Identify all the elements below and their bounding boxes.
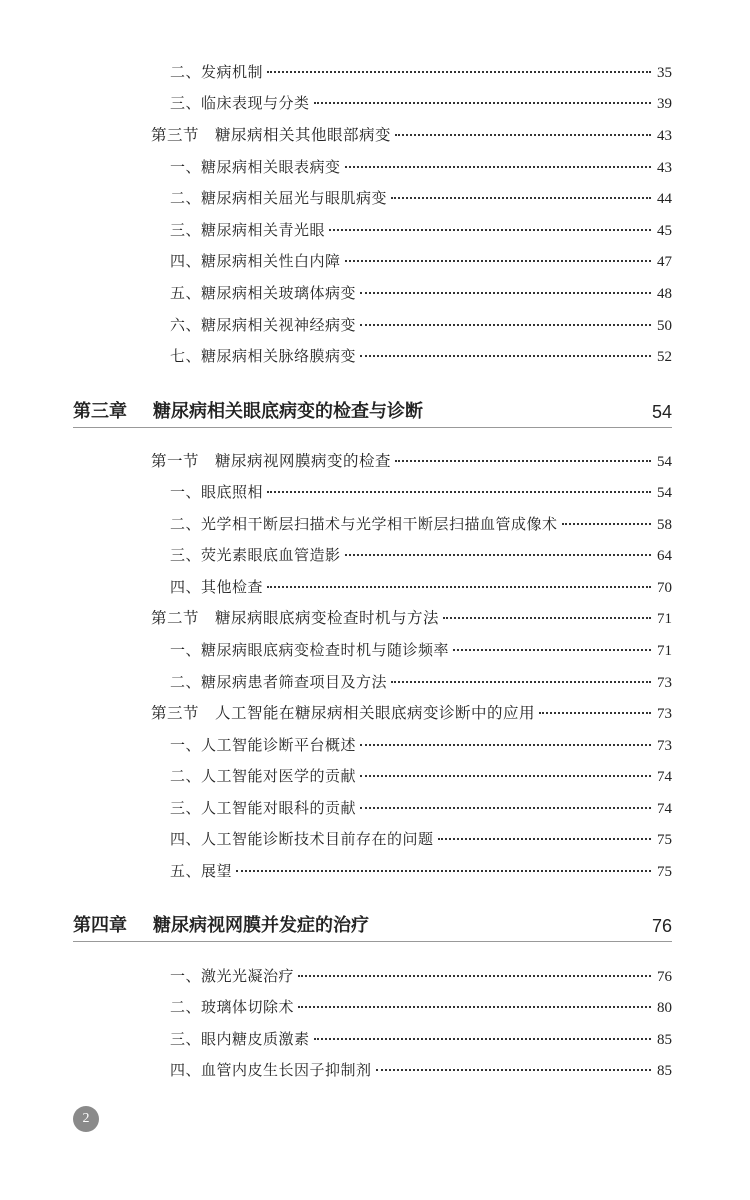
dot-leader: [298, 975, 651, 977]
dot-leader: [539, 712, 651, 714]
toc-entry-page: 71: [657, 611, 672, 627]
dot-leader: [267, 586, 651, 588]
chapter-number: 第四章: [73, 915, 127, 936]
toc-section[interactable]: [151, 123, 672, 147]
toc-entry-page: 44: [657, 191, 672, 207]
dot-leader: [391, 681, 651, 683]
toc-entry[interactable]: [170, 827, 672, 851]
toc-entry-page: 45: [657, 223, 672, 239]
toc-entry-page: 74: [657, 801, 672, 817]
toc-entry[interactable]: [170, 543, 672, 567]
toc-entry-title: 四、人工智能诊断技术目前存在的问题: [170, 830, 434, 848]
toc-entry-page: 43: [657, 128, 672, 144]
toc-entry-page: 74: [657, 769, 672, 785]
dot-leader: [360, 355, 651, 357]
toc-entry-page: 70: [657, 580, 672, 596]
chapter-number: 第三章: [73, 401, 127, 422]
toc-entry-title: 三、临床表现与分类: [170, 94, 310, 112]
dot-leader: [360, 807, 651, 809]
dot-leader: [236, 870, 651, 872]
toc-entry[interactable]: [170, 964, 672, 988]
toc-entry-title: 二、人工智能对医学的贡献: [170, 767, 357, 785]
toc-entry-title: 四、其他检查: [170, 578, 264, 596]
dot-leader: [360, 775, 651, 777]
toc-entry-page: 48: [657, 286, 672, 302]
toc-entry-page: 47: [657, 254, 672, 270]
toc-entry[interactable]: [170, 670, 672, 694]
toc-entry-title: 二、光学相干断层扫描术与光学相干断层扫描血管成像术: [170, 515, 558, 533]
toc-entry[interactable]: [170, 1027, 672, 1051]
toc-entry[interactable]: [170, 1058, 672, 1082]
toc-entry-page: 76: [657, 969, 672, 985]
chapter-page: 54: [651, 402, 672, 422]
toc-entry-title: 二、玻璃体切除术: [170, 998, 295, 1016]
toc-entry-page: 58: [657, 517, 672, 533]
toc-entry-title: 三、荧光素眼底血管造影: [170, 546, 341, 564]
toc-entry-page: 71: [657, 643, 672, 659]
chapter-title: 糖尿病相关眼底病变的检查与诊断: [153, 401, 423, 422]
dot-leader: [395, 460, 651, 462]
dot-leader: [395, 134, 651, 136]
toc-section-title: 第二节 糖尿病眼底病变检查时机与方法: [151, 609, 440, 627]
dot-leader: [267, 491, 651, 493]
toc-entry-title: 一、眼底照相: [170, 483, 264, 501]
chapter-heading[interactable]: [73, 394, 672, 428]
dot-leader: [562, 523, 651, 525]
dot-leader: [438, 838, 651, 840]
toc-entry[interactable]: [170, 995, 672, 1019]
toc-entry[interactable]: [170, 186, 672, 210]
toc-section-title: 第三节 糖尿病相关其他眼部病变: [151, 126, 392, 144]
toc-entry[interactable]: [170, 575, 672, 599]
toc-entry-title: 一、激光光凝治疗: [170, 967, 295, 985]
toc-entry-title: 二、发病机制: [170, 63, 264, 81]
toc-entry-title: 四、血管内皮生长因子抑制剂: [170, 1061, 372, 1079]
toc-section[interactable]: [151, 701, 672, 725]
toc-entry[interactable]: [170, 155, 672, 179]
chapter-page: 76: [651, 916, 672, 936]
dot-leader: [345, 166, 651, 168]
toc-entry-title: 二、糖尿病患者筛查项目及方法: [170, 673, 388, 691]
chapter-heading[interactable]: [73, 908, 672, 942]
toc-entry-page: 39: [657, 96, 672, 112]
toc-entry-title: 六、糖尿病相关视神经病变: [170, 316, 357, 334]
dot-leader: [376, 1069, 651, 1071]
toc-entry-title: 三、人工智能对眼科的贡献: [170, 799, 357, 817]
dot-leader: [314, 102, 651, 104]
toc-entry-title: 二、糖尿病相关屈光与眼肌病变: [170, 189, 388, 207]
toc-entry-page: 85: [657, 1032, 672, 1048]
toc-entry-page: 54: [657, 485, 672, 501]
toc-entry-page: 80: [657, 1000, 672, 1016]
toc-section[interactable]: [151, 606, 672, 630]
toc-entry[interactable]: [170, 733, 672, 757]
toc-entry-page: 64: [657, 548, 672, 564]
chapter-title: 糖尿病视网膜并发症的治疗: [153, 915, 369, 936]
toc-entry-page: 43: [657, 160, 672, 176]
toc-entry[interactable]: [170, 638, 672, 662]
dot-leader: [360, 744, 651, 746]
toc-entry-page: 54: [657, 454, 672, 470]
dot-leader: [360, 292, 651, 294]
toc-section-title: 第一节 糖尿病视网膜病变的检查: [151, 452, 392, 470]
toc-entry[interactable]: [170, 249, 672, 273]
toc-entry[interactable]: [170, 60, 672, 84]
toc-entry-page: 52: [657, 349, 672, 365]
toc-entry[interactable]: [170, 313, 672, 337]
toc-entry-title: 七、糖尿病相关脉络膜病变: [170, 347, 357, 365]
toc-section-title: 第三节 人工智能在糖尿病相关眼底病变诊断中的应用: [151, 704, 536, 722]
dot-leader: [360, 324, 651, 326]
toc-entry-page: 35: [657, 65, 672, 81]
toc-entry-page: 73: [657, 675, 672, 691]
dot-leader: [329, 229, 651, 231]
toc-entry-title: 一、糖尿病眼底病变检查时机与随诊频率: [170, 641, 450, 659]
toc-entry-title: 一、糖尿病相关眼表病变: [170, 158, 341, 176]
toc-entry-title: 四、糖尿病相关性白内障: [170, 252, 341, 270]
toc-entry[interactable]: [170, 218, 672, 242]
toc-entry-page: 85: [657, 1063, 672, 1079]
dot-leader: [453, 649, 651, 651]
toc-entry[interactable]: [170, 859, 672, 883]
dot-leader: [267, 71, 651, 73]
toc-entry-title: 三、眼内糖皮质激素: [170, 1030, 310, 1048]
toc-entry-page: 73: [657, 738, 672, 754]
toc-entry[interactable]: [170, 764, 672, 788]
dot-leader: [391, 197, 651, 199]
toc-entry-title: 一、人工智能诊断平台概述: [170, 736, 357, 754]
toc-entry[interactable]: [170, 281, 672, 305]
toc-entry[interactable]: [170, 480, 672, 504]
toc-entry[interactable]: [170, 512, 672, 536]
toc-entry-title: 三、糖尿病相关青光眼: [170, 221, 326, 239]
dot-leader: [345, 260, 651, 262]
toc-entry-page: 73: [657, 706, 672, 722]
toc-entry[interactable]: [170, 344, 672, 368]
dot-leader: [314, 1038, 651, 1040]
dot-leader: [298, 1006, 651, 1008]
toc-entry-page: 75: [657, 832, 672, 848]
toc-entry[interactable]: [170, 91, 672, 115]
toc-entry-page: 75: [657, 864, 672, 880]
toc-section[interactable]: [151, 449, 672, 473]
dot-leader: [345, 554, 651, 556]
toc-entry[interactable]: [170, 796, 672, 820]
page-number-badge: 2: [73, 1106, 99, 1132]
toc-entry-title: 五、糖尿病相关玻璃体病变: [170, 284, 357, 302]
dot-leader: [443, 617, 651, 619]
toc-entry-page: 50: [657, 318, 672, 334]
toc-entry-title: 五、展望: [170, 862, 233, 880]
